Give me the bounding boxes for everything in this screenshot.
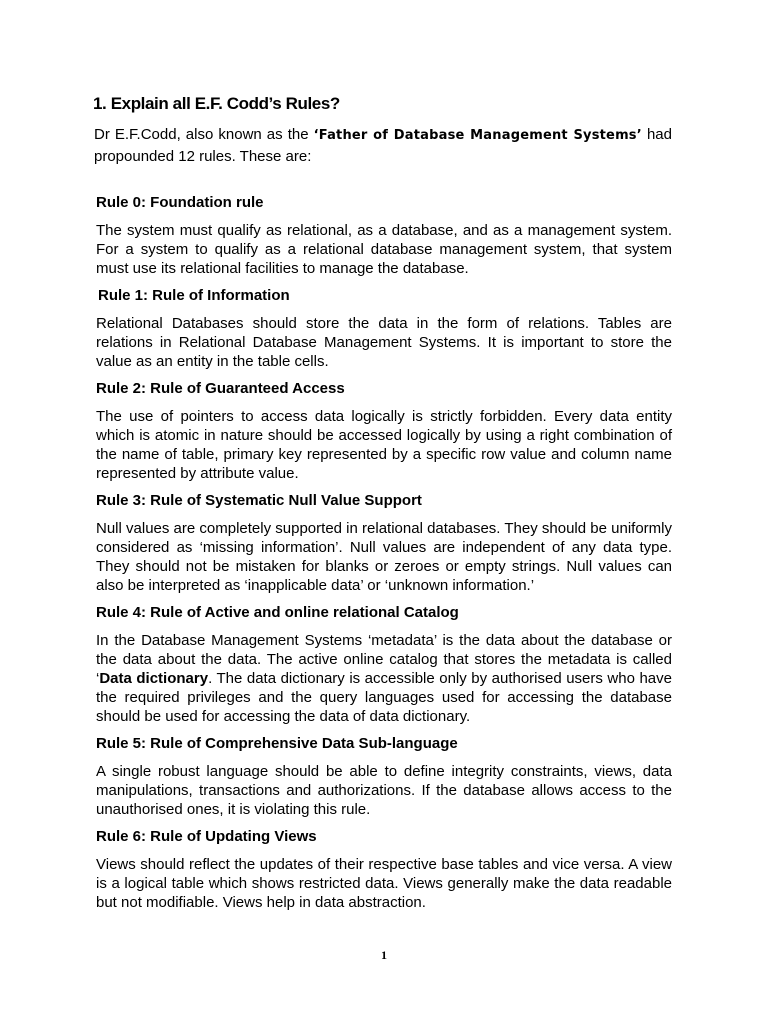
rule-title: Rule 3: Rule of Systematic Null Value Support: [96, 492, 422, 509]
rule-title: Rule 1: Rule of Information: [98, 287, 290, 304]
rule-body: The use of pointers to access data logically is strictly forbidden. Every data entity which is atomic in nature should be accessed logically by using a right combination of the name of table, primary key represented by a specific row value and column name represented by attribute value.: [96, 408, 672, 482]
rule-title: Rule 6: Rule of Updating Views: [96, 828, 317, 845]
rule-body: The system must qualify as relational, as a database, and as a management system. For a system to qualify as a relational database management system, that system must use its relational facilities to manage the database.: [96, 222, 672, 277]
rule-body-text: In the Database Management Systems ‘metadata’ is the data about the database or the data about the data. The active online catalog that stores the metadata is called ‘: [96, 632, 672, 687]
rule-5: [96, 734, 672, 819]
page-number: 1: [381, 948, 387, 962]
rule-1: [96, 286, 672, 371]
intro-text-after: had propounded 12 rules. These are:: [94, 126, 672, 165]
intro-paragraph: [94, 124, 672, 167]
intro-emphasis: ‘Father of Database Management Systems’: [313, 128, 642, 143]
rule-3: [96, 491, 672, 595]
rule-title: Rule 0: Foundation rule: [96, 194, 264, 211]
rule-title: Rule 4: Rule of Active and online relational Catalog: [96, 604, 459, 621]
rule-body: Relational Databases should store the data in the form of relations. Tables are relations in Relational Database Management Systems. It is important to store the value as an entity in the table cells.: [96, 315, 672, 370]
rule-title: Rule 2: Rule of Guaranteed Access: [96, 380, 345, 397]
rule-body: A single robust language should be able to define integrity constraints, views, data manipulations, transactions and authorizations. If the database allows access to the unauthorised ones, it is violating this rule.: [96, 763, 672, 818]
rule-4: [96, 603, 672, 726]
rule-title: Rule 5: Rule of Comprehensive Data Sub-language: [96, 735, 458, 752]
rule-body-bold-term: Data dictionary: [99, 670, 209, 687]
rule-body: [96, 631, 672, 726]
page-title: 1. Explain all E.F. Codd’s Rules?: [93, 94, 340, 113]
rule-6: [96, 827, 672, 912]
rule-2: [96, 379, 672, 483]
rule-0: [96, 193, 672, 278]
rule-body-text: . The data dictionary is accessible only by authorised users who have the required privileges and the query languages used for accessing the database should be used for accessing the data of data dictionary.: [96, 670, 672, 725]
rule-body: Null values are completely supported in relational databases. They should be uniformly considered as ‘missing information’. Null values are independent of any data type. They should not be mistaken for blanks or zeroes or empty strings. Null values can also be interpreted as ‘inapplicable data’ or ‘unknown information.’: [96, 520, 672, 594]
rules-list: [96, 193, 672, 920]
intro-text-before: Dr E.F.Codd, also known as the: [94, 126, 314, 143]
rule-body: Views should reflect the updates of their respective base tables and vice versa. A view is a logical table which shows restricted data. Views generally make the data readable but not modifiable. Views help in data abstraction.: [96, 856, 672, 911]
